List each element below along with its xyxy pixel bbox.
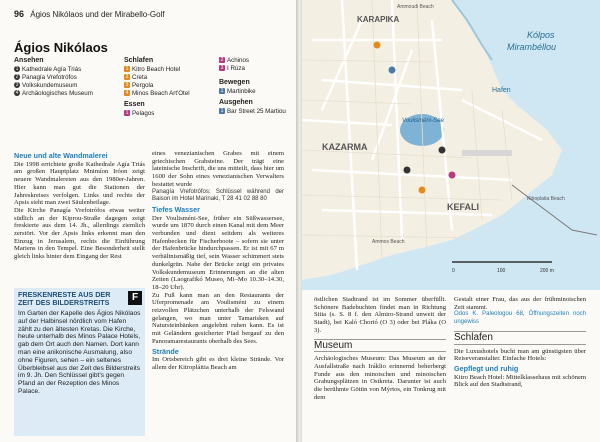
address-line: Odos K. Paleologou 68, Öffnungszeiten noch ungewiss [454, 311, 586, 326]
header-title: Ágios Nikólaos und der Mirabello-Golf [30, 10, 165, 19]
legend-ansehen [14, 57, 104, 98]
label-hafen: Hafen [492, 87, 511, 94]
legend-misc [219, 57, 289, 116]
map-legend [14, 57, 284, 137]
paragraph: östlichen Stadtrand ist im Sommer überfüllt. Schönere Badebuchten findet man in Richtung Sitia (s. S. 8 f. den Almiro-Strand unweit der Stadt), bei Kaló Chorió (O 3) oder bei Pláka (O 3). [314, 296, 446, 334]
text-column-4 [454, 296, 586, 389]
info-line: Panagía Vrefotrófos: Schlüssel während der Baison im Hotel Marinaki, T 28 41 02 88 80 [152, 188, 284, 203]
hotel-marker-icon[interactable] [419, 187, 426, 194]
legend-heading: Essen [124, 101, 145, 108]
subheading: Neue und alte Wandmalerei [14, 151, 108, 160]
label-karapika: KARAPIKA [357, 15, 400, 24]
label-mirambellou: Mirambéllou [507, 42, 557, 52]
legend-item [124, 110, 214, 118]
paragraph: eines venezianischen Grabes mit einem griechischen Grabsteine. Der trägt eine lateinische Inschrift, die uns mitteilt, dass hier um 1600 der Sohn eines venezianischen Verwalters bestattet wurde [152, 150, 284, 188]
legend-item [219, 65, 289, 73]
text-column-3 [314, 296, 446, 401]
legend-schlafen [124, 57, 214, 118]
legend-label: Bar Street 25 Martiou [227, 108, 286, 115]
sight-marker-icon[interactable] [439, 147, 446, 154]
right-page [302, 0, 600, 442]
legend-label: Minos Beach Art'Otel [132, 90, 190, 97]
pier [462, 150, 512, 156]
legend-item [219, 57, 289, 65]
text-column-1 [14, 150, 145, 261]
legend-item [14, 90, 104, 98]
paragraph: Die Luxushotels bucht man am günstigsten über Reiseveranstalter. Einfache Hotels: [454, 347, 586, 363]
box-text: Im Garten der Kapelle des Ágios Nikólaos auf der Halbinsel nördlich vom Hafen zählt zu den ältesten Kretas. Die Kirche, heute unterhalb des Minos Palace Hotels, gab dem Ort auch den Namen. Dort kann man eine anikonische Ausmalung, also ohne Figuren, sehen – ein seltenes Überbleibsel aus der Zeit des Bilderstreits im 9. Jh. Den Schlüssel gibt's gegen Pfand an der Rezeption des Minos Palace. [18, 310, 141, 395]
subheading: Gepflegt und ruhig [454, 363, 519, 373]
marker-1-icon: 1 [125, 66, 129, 73]
section-heading: Schlafen [454, 331, 586, 345]
legend-heading: Ausgehen [219, 99, 253, 106]
marker-1-icon: 1 [220, 88, 224, 95]
paragraph: Zu Fuß kann man an den Restaurants der Uferpromenade am Voulisméni zu einem reizvollen Plätzchen unterhalb der Felswand gelangen, wo man unter Tamarisken auf Natursteinbänken angelehnt ruhen kann. Es ist mit Geländern gesicherter Pfad bergauf zu den Panoramarestaurants oberhalb des Sees. [152, 291, 284, 345]
legend-item [124, 90, 214, 98]
running-header [14, 9, 165, 19]
paragraph: Die Kirche Panagía Vrefotrófos etwas weiter südlich an der Kiprou-Straße dagegen zeigt freskierte aus dem 14. Jh., allerdings ziemlich zerstört. Vor der Apsis links erkennt man den Einzug in Jerusalem, rechts die Einführung Mariens in den Tempel. Eine Besonderheit stellt gleich links hinter dem Eingang der Rest [14, 206, 145, 261]
legend-heading: Ansehen [14, 57, 44, 64]
text-column-2 [152, 150, 284, 372]
scale-label-0: 0 [452, 268, 455, 274]
label-ammos: Ammos Beach [372, 239, 405, 245]
legend-label: Pergola [132, 82, 154, 89]
legend-item [14, 82, 104, 90]
box-heading: FRESKENRESTE AUS DER ZEIT DES BILDERSTREITS [18, 290, 111, 307]
sight-marker-icon[interactable] [404, 167, 411, 174]
marker-3-icon: 3 [15, 82, 19, 89]
marker-1-icon: 1 [220, 108, 224, 115]
marker-2-icon: 2 [220, 57, 224, 64]
marker-4-icon: 4 [15, 90, 19, 97]
marker-3-icon: 3 [220, 65, 224, 72]
city-map [302, 0, 600, 290]
marker-1-icon: 1 [125, 110, 129, 117]
label-kefali: KEFALI [447, 202, 480, 212]
info-box [14, 288, 145, 436]
scale-label-200: 200 m [540, 268, 554, 274]
legend-item [219, 108, 289, 116]
label-voulismeni: Voulisméni-See [402, 118, 444, 124]
paragraph: Die 1998 errichtete große Kathedrale Agía Triás am großen Hauptplatz Mnimíon Iróon zeigt neuere Wandmalereien aus den 1980er-Jahren. Hier kann man gut die Stationen der Jahreskreises verfolgen. Links und rechts der Apsis sieht man zwei Säulenbeilage. [14, 160, 145, 207]
subheading: Strände [152, 346, 179, 356]
legend-heading: Bewegen [219, 79, 250, 86]
label-kolpos: Kólpos [527, 30, 555, 40]
legend-label: Kathedrale Agía Triás [22, 66, 82, 73]
label-ammoudi: Ammoudi Beach [397, 4, 434, 10]
bike-marker-icon[interactable] [389, 67, 396, 74]
legend-label: Panagía Vrefotrófos [22, 74, 77, 81]
legend-label: Creta [132, 74, 148, 81]
label-kazarma: KAZARMA [322, 142, 368, 152]
paragraph: Kitro Beach Hotel: Mittelklassehaus mit schönem Blick auf den Stadtstrand, [454, 373, 586, 389]
paragraph: Im Ortsbereich gibt es drei kleine Strände. Vor allem der Kitropláitia Beach am [152, 356, 284, 371]
legend-item [14, 74, 104, 82]
legend-label: Pelagos [132, 110, 155, 117]
left-page [0, 0, 298, 442]
subheading: Tiefes Wasser [152, 204, 200, 214]
page-number: 96 [14, 9, 25, 19]
marker-2-icon: 2 [125, 74, 129, 81]
legend-item [124, 74, 214, 82]
marker-3-icon: 3 [125, 82, 129, 89]
legend-item [14, 66, 104, 74]
restaurant-marker-icon[interactable] [449, 172, 456, 179]
paragraph: Der Voulisméni-See, früher ein Süßwassersee, wurde um 1870 durch einen Kanal mit dem Meer verbunden und dient seitdem als weiteres Hafenbecken für Fischerboote – sofern sie unter der Hafenbrücke hindurchpassen. Er ist mit 67 m verhältnismäßig tief, sein Wasser schimmert stets dunkelgrün. Nahe der Brücke zeigt ein privates Volkskundemuseum Erinnerungen an die alten Zeiten (Laografikó Museo, Mi–Mo 10.30–14.30, 18–20 Uhr). [152, 214, 284, 291]
scale-label-100: 100 [497, 268, 506, 274]
legend-label: Archäologisches Museum [22, 90, 93, 97]
legend-label: I Rúza [227, 65, 245, 72]
legend-heading: Schlafen [124, 57, 154, 64]
section-heading: Museum [314, 339, 446, 353]
marker-4-icon: 4 [125, 90, 129, 97]
hotel-marker-icon[interactable] [374, 42, 381, 49]
legend-item [219, 88, 289, 96]
paragraph: Gestalt einer Frau, das aus der frühminoischen Zeit stammt. [454, 296, 586, 311]
legend-item [124, 82, 214, 90]
marker-2-icon: 2 [15, 74, 19, 81]
legend-label: Volkskundemuseum [22, 82, 78, 89]
legend-label: Martinbike [227, 88, 256, 95]
section-title: Ágios Nikólaos [14, 40, 108, 55]
legend-label: Kitro Beach Hotel [132, 66, 181, 73]
legend-item [124, 66, 214, 74]
label-kitroplatia: Kitroplatia Beach [527, 196, 565, 202]
paragraph: Archäologisches Museum: Das Museum an der Ausfallstraße nach Iráklio erinnernd beherbergt Funde aus den minoischen und minoischen Grabungsplätzen in Ostkreta. Darunter ist auch die berühmte Göttin von Mýrtos, ein Tonkrug mit dem [314, 355, 446, 401]
f-badge-icon: F [128, 291, 142, 305]
legend-label: Achinos [227, 57, 250, 64]
marker-1-icon: 1 [15, 66, 19, 73]
